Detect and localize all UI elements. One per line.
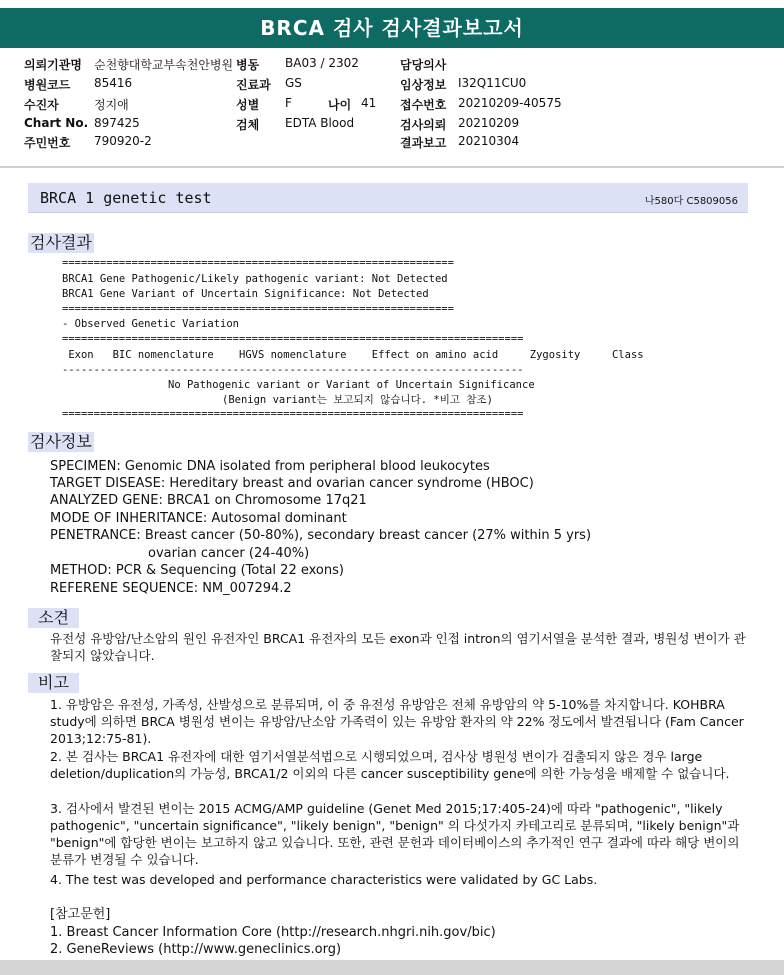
observed-variation-label: - Observed Genetic Variation xyxy=(62,318,240,330)
results-sep-3: ========================================================================= xyxy=(62,333,524,345)
info-target-disease: TARGET DISEASE: Hereditary breast and ovarian cancer syndrome (HBOC) xyxy=(50,476,534,491)
rrn-label: 주민번호 xyxy=(24,136,71,150)
test-info-heading: 검사정보 xyxy=(30,432,92,451)
info-penetrance-ovarian: ovarian cancer (24-40%) xyxy=(148,546,310,561)
remark-2: 2. 본 검사는 BRCA1 유전자에 대한 염기서열분석법으로 시행되었으며, 검사상 병원성 변이가 검출되지 않은 경우 large deletion/duplication의 가능성, BRCA1/2 이외의 다른 cancer susceptibility gene에 의한 가능성을 배제할 수 없습니다. xyxy=(50,749,730,781)
hospital-code-label: 병원코드 xyxy=(24,78,71,92)
report-date-value: 20210304 xyxy=(458,134,520,148)
remark-3: 3. 검사에서 발견된 변이는 2015 ACMG/AMP guideline (Genet Med 2015;17:405-24)에 따라 "pathogenic", "likely pathogenic", "uncertain significance", "likely benign", "benign" 의 다섯가지 카테고리로 분류되며, "likely benign"과 "benign"에 합당한 변이는 보고하지 않고 있습니다. 또한, 관련 문헌과 데이터베이스의 추가적인 연구 결과에 따라 해당 변이의 분류가 변경될 수 있습니다. xyxy=(50,801,740,867)
info-analyzed-gene: ANALYZED GENE: BRCA1 on Chromosome 17q21 xyxy=(50,493,367,508)
test-code: 나580다 C5809056 xyxy=(644,196,738,207)
results-heading: 검사결과 xyxy=(30,233,92,252)
info-inheritance: MODE OF INHERITANCE: Autosomal dominant xyxy=(50,511,347,526)
remark-4: 4. The test was developed and performance characteristics were validated by GC Labs. xyxy=(50,872,598,887)
patient-value: 정지애 xyxy=(94,98,129,112)
info-specimen: SPECIMEN: Genomic DNA isolated from peripheral blood leukocytes xyxy=(50,459,490,474)
chart-label: Chart No. xyxy=(24,116,89,130)
results-line-vus: BRCA1 Gene Variant of Uncertain Significance: Not Detected xyxy=(62,288,429,300)
variation-table-header: Exon BIC nomenclature HGVS nomenclature Effect on amino acid Zygosity Class xyxy=(62,349,644,361)
sex-value: F xyxy=(285,96,292,110)
request-label: 검사의뢰 xyxy=(400,118,447,132)
chart-value: 897425 xyxy=(94,116,140,130)
results-sep-4: ------------------------------------------------------------------------- xyxy=(62,364,524,376)
rrn-value: 790920-2 xyxy=(94,134,152,148)
test-name: BRCA 1 genetic test xyxy=(40,189,212,207)
receipt-label: 접수번호 xyxy=(400,98,447,112)
institution-value: 순천향대학교부속천안병원 xyxy=(94,58,234,72)
results-sep-1: ============================================================== xyxy=(62,257,454,269)
reference-2: 2. GeneReviews (http://www.geneclinics.org) xyxy=(50,942,342,957)
hospital-code-value: 85416 xyxy=(94,76,133,90)
test-title-bar xyxy=(28,183,748,213)
report-date-label: 결과보고 xyxy=(400,136,447,150)
ward-value: BA03 / 2302 xyxy=(285,56,359,70)
results-sep-5: ========================================================================= xyxy=(62,408,524,420)
doctor-label: 담당의사 xyxy=(400,58,447,72)
remark-1: 1. 유방암은 유전성, 가족성, 산발성으로 분류되며, 이 중 유전성 유방암은 전체 유방암의 약 5-10%를 차지합니다. KOHBRA study에 의하면 BRCA 병원성 변이는 유방암/난소암 가족력이 있는 유방암 환자의 약 22% 정도에서 발견됩니다 (Fam Cancer 2013;12:75-81). xyxy=(50,697,744,746)
request-value: 20210209 xyxy=(458,116,520,130)
receipt-value: 20210209-40575 xyxy=(458,96,562,110)
specimen-value: EDTA Blood xyxy=(285,116,355,130)
patient-label: 수진자 xyxy=(24,98,59,112)
findings-text: 유전성 유방암/난소암의 원인 유전자인 BRCA1 유전자의 모든 exon과 인접 intron의 염기서열을 분석한 결과, 병원성 변이가 관찰되지 않았습니다. xyxy=(50,631,746,663)
findings-heading: 소견 xyxy=(28,608,79,628)
bottom-scroll-bar xyxy=(0,960,784,975)
specimen-label: 검체 xyxy=(236,118,260,132)
sex-label: 성별 xyxy=(236,98,260,112)
ward-label: 병동 xyxy=(236,58,260,72)
reference-1: 1. Breast Cancer Information Core (http://research.nhgri.nih.gov/bic) xyxy=(50,925,496,940)
clinical-label: 임상정보 xyxy=(400,78,447,92)
no-variant-line-1: No Pathogenic variant or Variant of Uncertain Significance xyxy=(168,379,535,391)
dept-label: 진료과 xyxy=(236,78,271,92)
results-line-pathogenic: BRCA1 Gene Pathogenic/Likely pathogenic variant: Not Detected xyxy=(62,273,448,285)
header-divider xyxy=(0,166,784,168)
remarks-heading: 비고 xyxy=(28,673,79,693)
clinical-value: I32Q11CU0 xyxy=(458,76,527,90)
patient-info-grid xyxy=(0,56,784,156)
references-heading: [참고문헌] xyxy=(50,907,111,922)
report-title: BRCA 검사 검사결과보고서 xyxy=(0,8,784,48)
info-penetrance: PENETRANCE: Breast cancer (50-80%), secondary breast cancer (27% within 5 yrs) xyxy=(50,528,592,543)
info-method: METHOD: PCR & Sequencing (Total 22 exons) xyxy=(50,563,344,578)
info-reference-sequence: REFERENE SEQUENCE: NM_007294.2 xyxy=(50,581,292,596)
dept-value: GS xyxy=(285,76,302,90)
age-label: 나이 xyxy=(328,98,352,112)
age-value: 41 xyxy=(361,96,377,110)
results-sep-2: ============================================================== xyxy=(62,303,454,315)
institution-label: 의뢰기관명 xyxy=(24,58,82,72)
no-variant-line-2: (Benign variant는 보고되지 않습니다. *비고 참조) xyxy=(222,394,493,406)
